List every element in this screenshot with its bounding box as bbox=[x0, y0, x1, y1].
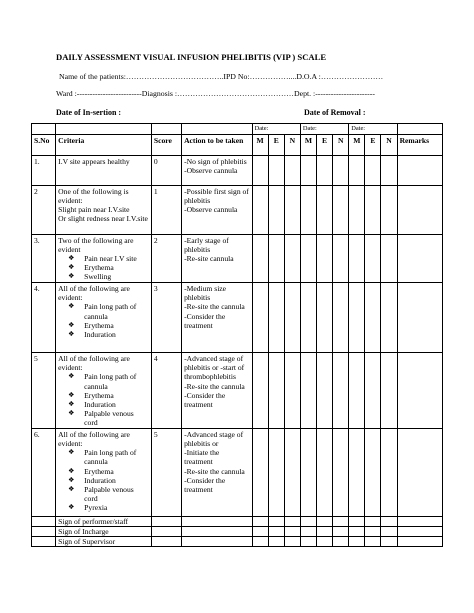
criteria-bullet bbox=[62, 272, 149, 281]
assessment-entry-cell[interactable] bbox=[300, 234, 316, 283]
criteria-bullet bbox=[62, 467, 149, 476]
col-score-header: Score bbox=[151, 134, 181, 155]
assessment-entry-cell[interactable] bbox=[268, 185, 284, 234]
signature-entry-cell[interactable] bbox=[349, 517, 365, 527]
assessment-entry-cell[interactable] bbox=[317, 353, 333, 429]
score-row bbox=[32, 155, 443, 185]
signature-label: Sign of Incharge bbox=[56, 527, 152, 537]
signature-entry-cell[interactable] bbox=[268, 527, 284, 537]
assessment-entry-cell[interactable] bbox=[333, 429, 349, 517]
signature-entry-cell[interactable] bbox=[381, 537, 397, 547]
row-score: 1 bbox=[151, 185, 181, 234]
diamond-bullet-icon: ❖ bbox=[68, 372, 75, 381]
signature-sno-cell bbox=[32, 517, 56, 527]
diamond-bullet-icon: ❖ bbox=[68, 302, 75, 311]
assessment-entry-cell[interactable] bbox=[268, 353, 284, 429]
criteria-bullet-list bbox=[58, 372, 149, 427]
criteria-bullet-text: Pain long path of cannula bbox=[84, 372, 137, 391]
signature-entry-cell[interactable] bbox=[317, 517, 333, 527]
criteria-bullet bbox=[62, 485, 149, 503]
col-m-header-2: M bbox=[300, 134, 316, 155]
score-row bbox=[32, 283, 443, 353]
assessment-entry-cell[interactable] bbox=[268, 429, 284, 517]
signature-sno-cell bbox=[32, 527, 56, 537]
diamond-bullet-icon: ❖ bbox=[68, 399, 75, 408]
signature-entry-cell[interactable] bbox=[349, 537, 365, 547]
assessment-entry-cell[interactable] bbox=[365, 429, 381, 517]
diamond-bullet-icon: ❖ bbox=[68, 320, 75, 329]
assessment-entry-cell[interactable] bbox=[381, 185, 397, 234]
diamond-bullet-icon: ❖ bbox=[68, 329, 75, 338]
row-action: -Medium size phlebitis -Re-site the cannula -Consider the treatment bbox=[182, 283, 253, 353]
criteria-intro: I.V site appears healthy bbox=[58, 156, 130, 166]
assessment-entry-cell[interactable] bbox=[252, 234, 268, 283]
signature-entry-cell[interactable] bbox=[268, 517, 284, 527]
assessment-entry-cell[interactable] bbox=[317, 283, 333, 353]
signature-row bbox=[32, 527, 443, 537]
assessment-entry-cell[interactable] bbox=[284, 155, 300, 185]
col-n-header-3: N bbox=[381, 134, 397, 155]
row-sno: 6. bbox=[32, 429, 56, 517]
score-row bbox=[32, 234, 443, 283]
row-criteria bbox=[56, 353, 152, 429]
criteria-bullet-text: Pain near I.V site bbox=[84, 253, 137, 263]
remarks-cell[interactable] bbox=[397, 429, 442, 517]
signature-entry-cell[interactable] bbox=[317, 537, 333, 547]
signature-entry-cell[interactable] bbox=[252, 517, 268, 527]
assessment-entry-cell[interactable] bbox=[252, 429, 268, 517]
assessment-entry-cell[interactable] bbox=[268, 155, 284, 185]
assessment-entry-cell[interactable] bbox=[381, 155, 397, 185]
row-sno: 5 bbox=[32, 353, 56, 429]
assessment-entry-cell[interactable] bbox=[317, 155, 333, 185]
criteria-bullet-text: Erythema bbox=[84, 466, 114, 476]
assessment-entry-cell[interactable] bbox=[381, 429, 397, 517]
assessment-entry-cell[interactable] bbox=[365, 353, 381, 429]
sign-rows bbox=[32, 517, 443, 547]
assessment-entry-cell[interactable] bbox=[365, 185, 381, 234]
assessment-entry-cell[interactable] bbox=[252, 155, 268, 185]
signature-entry-cell[interactable] bbox=[252, 527, 268, 537]
assessment-entry-cell[interactable] bbox=[317, 185, 333, 234]
signature-entry-cell[interactable] bbox=[182, 527, 253, 537]
assessment-entry-cell[interactable] bbox=[333, 283, 349, 353]
criteria-bullet bbox=[62, 448, 149, 466]
ward-info-line: Ward :-------------------------Diagnosis :………………………………………Dept. :----------------------- bbox=[56, 89, 375, 98]
assessment-entry-cell[interactable] bbox=[349, 185, 365, 234]
row-criteria bbox=[56, 429, 152, 517]
criteria-bullet-text: Palpable venous cord bbox=[84, 484, 134, 503]
assessment-entry-cell[interactable] bbox=[300, 283, 316, 353]
score-row bbox=[32, 353, 443, 429]
criteria-bullet-text: Induration bbox=[84, 399, 116, 409]
signature-entry-cell[interactable] bbox=[284, 517, 300, 527]
assessment-entry-cell[interactable] bbox=[381, 234, 397, 283]
diamond-bullet-icon: ❖ bbox=[68, 263, 75, 272]
criteria-bullet-list bbox=[58, 302, 149, 338]
signature-entry-cell[interactable] bbox=[182, 517, 253, 527]
vip-scale-table bbox=[31, 123, 443, 547]
row-score: 0 bbox=[151, 155, 181, 185]
diamond-bullet-icon: ❖ bbox=[68, 484, 75, 493]
col-e-header-3: E bbox=[365, 134, 381, 155]
remarks-cell[interactable] bbox=[397, 353, 442, 429]
row-sno: 2 bbox=[32, 185, 56, 234]
signature-row bbox=[32, 537, 443, 547]
col-action-header: Action to be taken bbox=[182, 134, 253, 155]
assessment-entry-cell[interactable] bbox=[333, 353, 349, 429]
score-rows bbox=[32, 155, 443, 516]
assessment-entry-cell[interactable] bbox=[349, 429, 365, 517]
assessment-entry-cell[interactable] bbox=[365, 234, 381, 283]
assessment-entry-cell[interactable] bbox=[284, 429, 300, 517]
date-header-row bbox=[32, 124, 443, 135]
signature-entry-cell[interactable] bbox=[349, 527, 365, 537]
row-criteria bbox=[56, 234, 152, 283]
row-score: 4 bbox=[151, 353, 181, 429]
criteria-bullet-text: Pain long path of cannula bbox=[84, 302, 137, 321]
signature-entry-cell[interactable] bbox=[397, 537, 442, 547]
column-header-row bbox=[32, 134, 443, 155]
col-sno-header: S.No bbox=[32, 134, 56, 155]
criteria-bullet bbox=[62, 391, 149, 400]
signature-entry-cell[interactable] bbox=[284, 537, 300, 547]
row-action: -Advanced stage of phlebitis or -start of thrombophlebitis -Re-site the cannula -Consider the treatment bbox=[182, 353, 253, 429]
date-of-insertion-label: Date of In-sertion : bbox=[56, 108, 122, 117]
row-criteria bbox=[56, 185, 152, 234]
criteria-intro: All of the following are evident: bbox=[58, 284, 130, 303]
row-criteria bbox=[56, 155, 152, 185]
assessment-entry-cell[interactable] bbox=[333, 234, 349, 283]
criteria-bullet-text: Erythema bbox=[84, 263, 114, 273]
row-criteria bbox=[56, 283, 152, 353]
row-action: -No sign of phlebitis -Observe cannula bbox=[182, 155, 253, 185]
assessment-entry-cell[interactable] bbox=[365, 283, 381, 353]
signature-entry-cell[interactable] bbox=[365, 517, 381, 527]
criteria-bullet bbox=[62, 476, 149, 485]
signature-entry-cell[interactable] bbox=[333, 517, 349, 527]
criteria-intro: All of the following are evident: bbox=[58, 354, 130, 373]
criteria-intro: All of the following are evident: bbox=[58, 430, 130, 449]
col-m-header-3: M bbox=[349, 134, 365, 155]
criteria-bullet-text: Induration bbox=[84, 329, 116, 339]
row-score: 5 bbox=[151, 429, 181, 517]
col-n-header-1: N bbox=[284, 134, 300, 155]
signature-entry-cell[interactable] bbox=[268, 537, 284, 547]
assessment-entry-cell[interactable] bbox=[252, 283, 268, 353]
row-sno: 3. bbox=[32, 234, 56, 283]
assessment-entry-cell[interactable] bbox=[381, 283, 397, 353]
assessment-entry-cell[interactable] bbox=[381, 353, 397, 429]
row-action: -Advanced stage of phlebitis or -Initiate the treatment -Re-site the cannula -Consider the treatment bbox=[182, 429, 253, 517]
criteria-bullet bbox=[62, 503, 149, 512]
diamond-bullet-icon: ❖ bbox=[68, 253, 75, 262]
col-criteria-header: Criteria bbox=[56, 134, 152, 155]
signature-entry-cell[interactable] bbox=[151, 527, 181, 537]
col-m-header-1: M bbox=[252, 134, 268, 155]
criteria-bullet bbox=[62, 254, 149, 263]
signature-entry-cell[interactable] bbox=[300, 527, 316, 537]
criteria-bullet bbox=[62, 263, 149, 272]
assessment-entry-cell[interactable] bbox=[284, 185, 300, 234]
signature-entry-cell[interactable] bbox=[151, 537, 181, 547]
score-row bbox=[32, 185, 443, 234]
criteria-bullet-text: Pyrexia bbox=[84, 502, 108, 512]
row-score: 3 bbox=[151, 283, 181, 353]
assessment-entry-cell[interactable] bbox=[300, 429, 316, 517]
signature-entry-cell[interactable] bbox=[381, 527, 397, 537]
criteria-bullet bbox=[62, 302, 149, 320]
diamond-bullet-icon: ❖ bbox=[68, 408, 75, 417]
page-title: DAILY ASSESSMENT VISUAL INFUSION PHELIBITIS (VIP ) SCALE bbox=[56, 52, 327, 62]
criteria-bullet-text: Erythema bbox=[84, 390, 114, 400]
signature-entry-cell[interactable] bbox=[182, 537, 253, 547]
signature-entry-cell[interactable] bbox=[397, 517, 442, 527]
col-e-header-2: E bbox=[317, 134, 333, 155]
criteria-intro: Two of the following are evident bbox=[58, 235, 134, 254]
assessment-entry-cell[interactable] bbox=[268, 283, 284, 353]
diamond-bullet-icon: ❖ bbox=[68, 502, 75, 511]
date-cell-2: Date: bbox=[300, 124, 348, 135]
assessment-entry-cell[interactable] bbox=[349, 283, 365, 353]
row-action: -Early stage of phlebitis -Re-site cannula bbox=[182, 234, 253, 283]
signature-entry-cell[interactable] bbox=[300, 537, 316, 547]
date-cell-1: Date: bbox=[252, 124, 300, 135]
signature-entry-cell[interactable] bbox=[151, 517, 181, 527]
remarks-cell[interactable] bbox=[397, 283, 442, 353]
signature-entry-cell[interactable] bbox=[300, 517, 316, 527]
diamond-bullet-icon: ❖ bbox=[68, 272, 75, 281]
date-cell-3: Date: bbox=[349, 124, 397, 135]
assessment-entry-cell[interactable] bbox=[333, 185, 349, 234]
signature-entry-cell[interactable] bbox=[284, 527, 300, 537]
criteria-bullet-text: Pain long path of cannula bbox=[84, 448, 137, 467]
patient-info-line: Name of the patients:………………………………..IPD No:……………....D.O.A :…………………… bbox=[59, 72, 384, 81]
assessment-entry-cell[interactable] bbox=[284, 283, 300, 353]
assessment-entry-cell[interactable] bbox=[365, 155, 381, 185]
signature-entry-cell[interactable] bbox=[365, 527, 381, 537]
remarks-cell[interactable] bbox=[397, 185, 442, 234]
assessment-entry-cell[interactable] bbox=[317, 429, 333, 517]
date-of-removal-label: Date of Removal : bbox=[304, 108, 366, 117]
assessment-entry-cell[interactable] bbox=[252, 353, 268, 429]
assessment-entry-cell[interactable] bbox=[284, 234, 300, 283]
criteria-bullet-text: Erythema bbox=[84, 320, 114, 330]
col-e-header-1: E bbox=[268, 134, 284, 155]
assessment-entry-cell[interactable] bbox=[268, 234, 284, 283]
criteria-bullet bbox=[62, 330, 149, 339]
row-sno: 4. bbox=[32, 283, 56, 353]
criteria-bullet-text: Palpable venous cord bbox=[84, 408, 134, 427]
col-remarks-header: Remarks bbox=[397, 134, 442, 155]
signature-row bbox=[32, 517, 443, 527]
assessment-entry-cell[interactable] bbox=[333, 155, 349, 185]
diamond-bullet-icon: ❖ bbox=[68, 475, 75, 484]
assessment-entry-cell[interactable] bbox=[284, 353, 300, 429]
criteria-bullet bbox=[62, 409, 149, 427]
row-action: -Possible first sign of phlebitis -Observe cannula bbox=[182, 185, 253, 234]
diamond-bullet-icon: ❖ bbox=[68, 448, 75, 457]
criteria-bullet bbox=[62, 321, 149, 330]
assessment-entry-cell[interactable] bbox=[349, 234, 365, 283]
diamond-bullet-icon: ❖ bbox=[68, 390, 75, 399]
remarks-cell[interactable] bbox=[397, 155, 442, 185]
signature-label: Sign of Supervisor bbox=[56, 537, 152, 547]
assessment-entry-cell[interactable] bbox=[300, 185, 316, 234]
criteria-bullet bbox=[62, 372, 149, 390]
signature-entry-cell[interactable] bbox=[333, 527, 349, 537]
signature-entry-cell[interactable] bbox=[397, 527, 442, 537]
row-score: 2 bbox=[151, 234, 181, 283]
signature-entry-cell[interactable] bbox=[317, 527, 333, 537]
assessment-entry-cell[interactable] bbox=[300, 155, 316, 185]
assessment-entry-cell[interactable] bbox=[317, 234, 333, 283]
signature-entry-cell[interactable] bbox=[333, 537, 349, 547]
criteria-intro: One of the following is evident: Slight pain near I.V.site Or slight redness near I.V.site bbox=[58, 186, 148, 224]
score-row bbox=[32, 429, 443, 517]
signature-sno-cell bbox=[32, 537, 56, 547]
assessment-entry-cell[interactable] bbox=[349, 353, 365, 429]
assessment-entry-cell[interactable] bbox=[349, 155, 365, 185]
assessment-entry-cell[interactable] bbox=[252, 185, 268, 234]
signature-entry-cell[interactable] bbox=[381, 517, 397, 527]
assessment-entry-cell[interactable] bbox=[300, 353, 316, 429]
row-sno: 1. bbox=[32, 155, 56, 185]
criteria-bullet-list bbox=[58, 254, 149, 281]
criteria-bullet-text: Induration bbox=[84, 475, 116, 485]
criteria-bullet bbox=[62, 400, 149, 409]
signature-label: Sign of performer/staff bbox=[56, 517, 152, 527]
signature-entry-cell[interactable] bbox=[252, 537, 268, 547]
remarks-cell[interactable] bbox=[397, 234, 442, 283]
col-n-header-2: N bbox=[333, 134, 349, 155]
diamond-bullet-icon: ❖ bbox=[68, 466, 75, 475]
criteria-bullet-text: Swelling bbox=[84, 272, 112, 282]
criteria-bullet-list bbox=[58, 448, 149, 512]
signature-entry-cell[interactable] bbox=[365, 537, 381, 547]
